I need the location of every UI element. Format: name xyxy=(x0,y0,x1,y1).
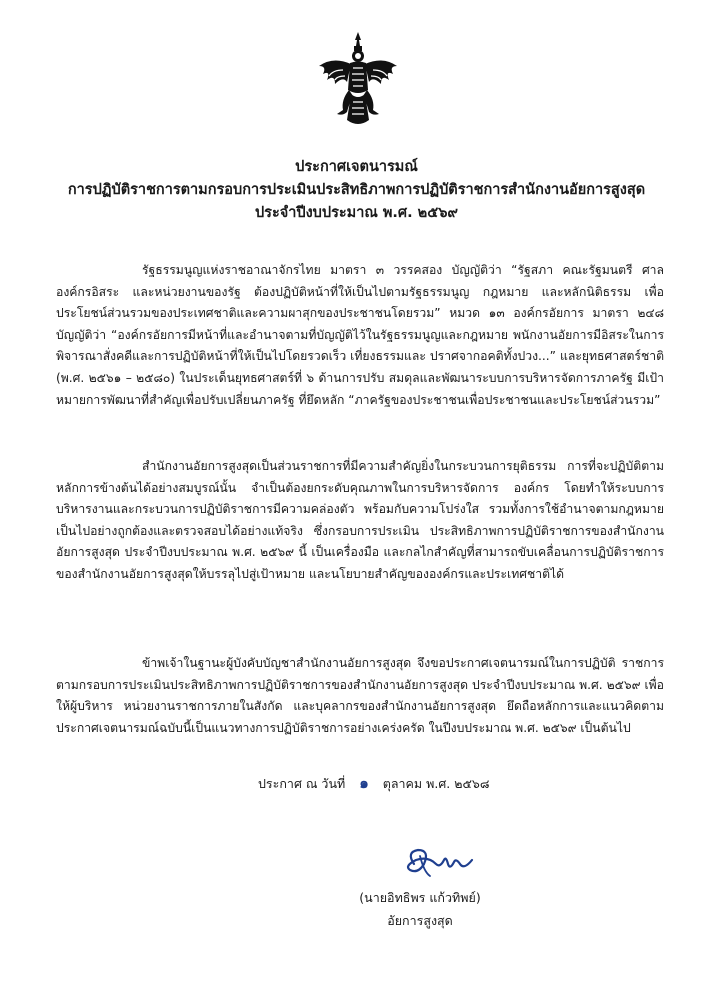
garuda-emblem-icon xyxy=(313,30,403,130)
announcement-month-year: ตุลาคม พ.ศ. ๒๕๖๘ xyxy=(382,776,490,791)
document-title: ประกาศเจตนารมณ์ xyxy=(295,159,418,175)
body-paragraph-1: รัฐธรรมนูญแห่งราชอาณาจักรไทย มาตรา ๓ วรรคสอง บัญญัติว่า “รัฐสภา คณะรัฐมนตรี ศาล องค์กรอิสระ และหน่วยงานของรัฐ ต้องปฏิบัติหน้าที่ให้เป็นไปตามรัฐธรรมนูญ กฎหมาย และหลักนิติธรรม เพื่อประโยชน์ส่วนรวมของประเทศชาติและความผาสุกของประชาชนโดยรวม” หมวด ๑๓ องค์กรอัยการ มาตรา ๒๔๘ บัญญัติว่า “องค์กรอัยการมีหน้าที่และอำนาจตามที่บัญญัติไว้ในรัฐธรรมนูญและกฎหมาย พนักงานอัยการมีอิสระในการพิจารณาสั่งคดีและการปฏิบัติหน้าที่ให้เป็นไปโดยรวดเร็ว เที่ยงธรรมและ ปราศจากอคติทั้งปวง...” และยุทธศาสตร์ชาติ (พ.ศ. ๒๕๖๑ – ๒๕๘๐) ในประเด็นยุทธศาสตร์ที่ ๖ ด้านการปรับ สมดุลและพัฒนาระบบการบริหารจัดการภาครัฐ มีเป้าหมายการพัฒนาที่สำคัญเพื่อปรับเปลี่ยนภาครัฐ ที่ยึดหลัก “ภาครัฐของประชาชนเพื่อประชาชนและประโยชน์ส่วนรวม” xyxy=(56,263,664,407)
announcement-date xyxy=(258,772,489,795)
signature-icon xyxy=(400,842,476,880)
announcement-day: ๑ xyxy=(359,774,369,792)
signer-title: อัยการสูงสุด xyxy=(387,913,453,928)
signer-name: (นายอิทธิพร แก้วทิพย์) xyxy=(359,890,481,905)
document-fiscal-year: ประจำปีงบประมาณ พ.ศ. ๒๕๖๙ xyxy=(254,205,459,221)
document-subtitle: การปฏิบัติราชการตามกรอบการประเมินประสิทธิภาพการปฏิบัติราชการสำนักงานอัยการสูงสุด xyxy=(67,182,646,198)
announcement-prefix: ประกาศ ณ วันที่ xyxy=(258,776,346,791)
body-paragraph-3: ข้าพเจ้าในฐานะผู้บังคับบัญชาสำนักงานอัยการสูงสุด จึงขอประกาศเจตนารมณ์ในการปฏิบัติ ราชการตามกรอบการประเมินประสิทธิภาพการปฏิบัติราชการของสำนักงานอัยการสูงสุด ประจำปีงบประมาณ พ.ศ. ๒๕๖๙ เพื่อให้ผู้บริหาร หน่วยงานราชการภายในสังกัด และบุคลากรของสำนักงานอัยการสูงสุด ยึดถือหลักการและแนวคิดตามประกาศเจตนารมณ์ฉบับนี้เป็นแนวทางการปฏิบัติราชการอย่างเคร่งครัด ในปีงบประมาณ พ.ศ. ๒๕๖๙ เป็นต้นไป xyxy=(56,656,664,735)
body-paragraph-2: สำนักงานอัยการสูงสุดเป็นส่วนราชการที่มีความสำคัญยิ่งในกระบวนการยุติธรรม การที่จะปฏิบัติตามหลักการข้างต้นได้อย่างสมบูรณ์นั้น จำเป็นต้องยกระดับคุณภาพในการบริหารจัดการ องค์กร โดยทำให้ระบบการบริหารงานและกระบวนการปฏิบัติราชการมีความคล่องตัว พร้อมกับความโปร่งใส รวมทั้งการใช้อำนาจตามกฎหมายเป็นไปอย่างถูกต้องและตรวจสอบได้อย่างแท้จริง ซึ่งกรอบการประเมิน ประสิทธิภาพการปฏิบัติราชการของสำนักงานอัยการสูงสุด ประจำปีงบประมาณ พ.ศ. ๒๕๖๙ นี้ เป็นเครื่องมือ และกลไกสำคัญที่สามารถขับเคลื่อนการปฏิบัติราชการของสำนักงานอัยการสูงสุดให้บรรลุไปสู่เป้าหมาย และนโยบายสำคัญขององค์กรและประเทศชาติได้ xyxy=(56,459,664,581)
